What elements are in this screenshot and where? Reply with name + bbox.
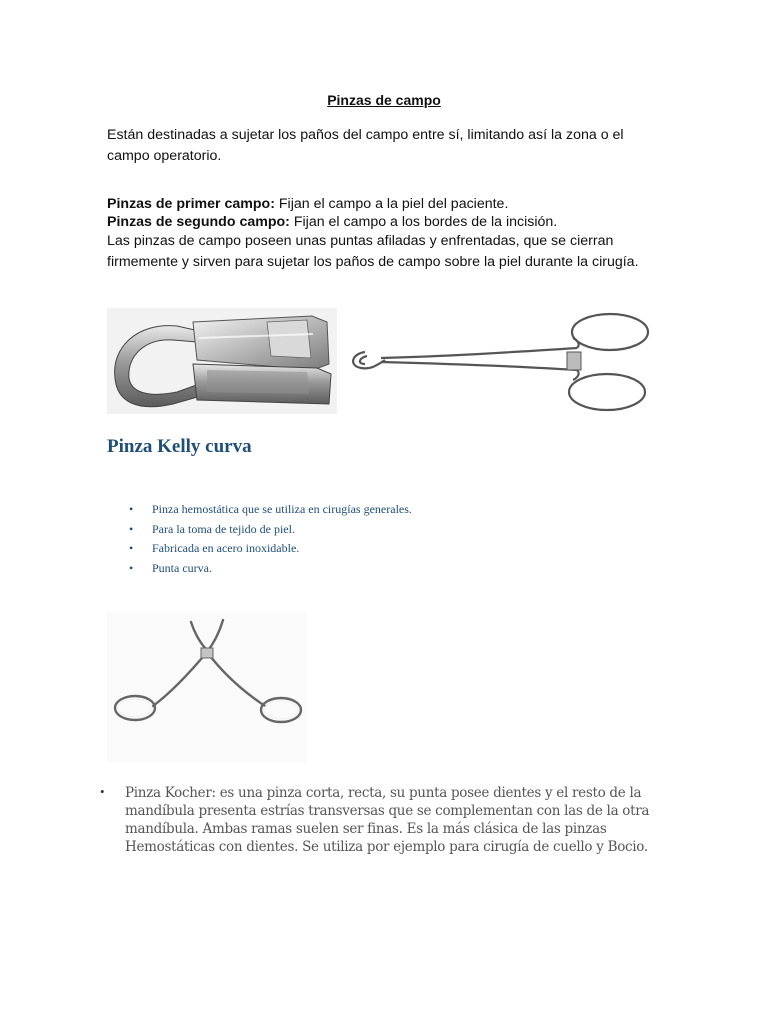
kocher-paragraph: Pinza Kocher: es una pinza corta, recta, su punta posee dientes y el resto de la mandíbula presenta estrías transversas que se complementan con las de la otra mandíbula. Ambas ramas suelen ser finas. Es la más clásica de las pinzas Hemostáticas con dientes. Se utiliza por ejemplo para cirugía de cuello y Bocio. [125, 785, 650, 855]
definition-term: Pinzas de primer campo: [107, 196, 275, 212]
kelly-heading: Pinza Kelly curva [107, 436, 252, 457]
definition-text: Fijan el campo a los bordes de la incisión. [289, 214, 558, 230]
definitions [107, 195, 667, 231]
definition-text: Fijan el campo a la piel del paciente. [274, 196, 509, 212]
list-item: • Punta curva. [107, 559, 412, 579]
definition-primer-campo [107, 195, 667, 213]
kelly-bullet-list [107, 500, 412, 578]
kelly-curved-forceps-image [107, 612, 307, 762]
definition-segundo-campo [107, 213, 667, 231]
list-item: • Fabricada en acero inoxidable. [107, 539, 412, 559]
backhaus-towel-clamp-image [107, 308, 337, 414]
definition-term: Pinzas de segundo campo: [107, 214, 290, 230]
intro-paragraph: Están destinadas a sujetar los paños del campo entre sí, limitando así la zona o el campo operatorio. [107, 127, 624, 164]
towel-forceps-image [345, 308, 650, 414]
bullet-icon: • [100, 784, 105, 799]
kocher-item [100, 784, 660, 856]
description-paragraph: Las pinzas de campo poseen unas puntas afiladas y enfrentadas, que se cierran firmemente y sirven para sujetar los paños de campo sobre la piel durante la cirugía. [107, 233, 639, 270]
page-title: Pinzas de campo [327, 92, 441, 108]
list-item: • Pinza hemostática que se utiliza en cirugías generales. [107, 500, 412, 520]
list-item: • Para la toma de tejido de piel. [107, 520, 412, 540]
